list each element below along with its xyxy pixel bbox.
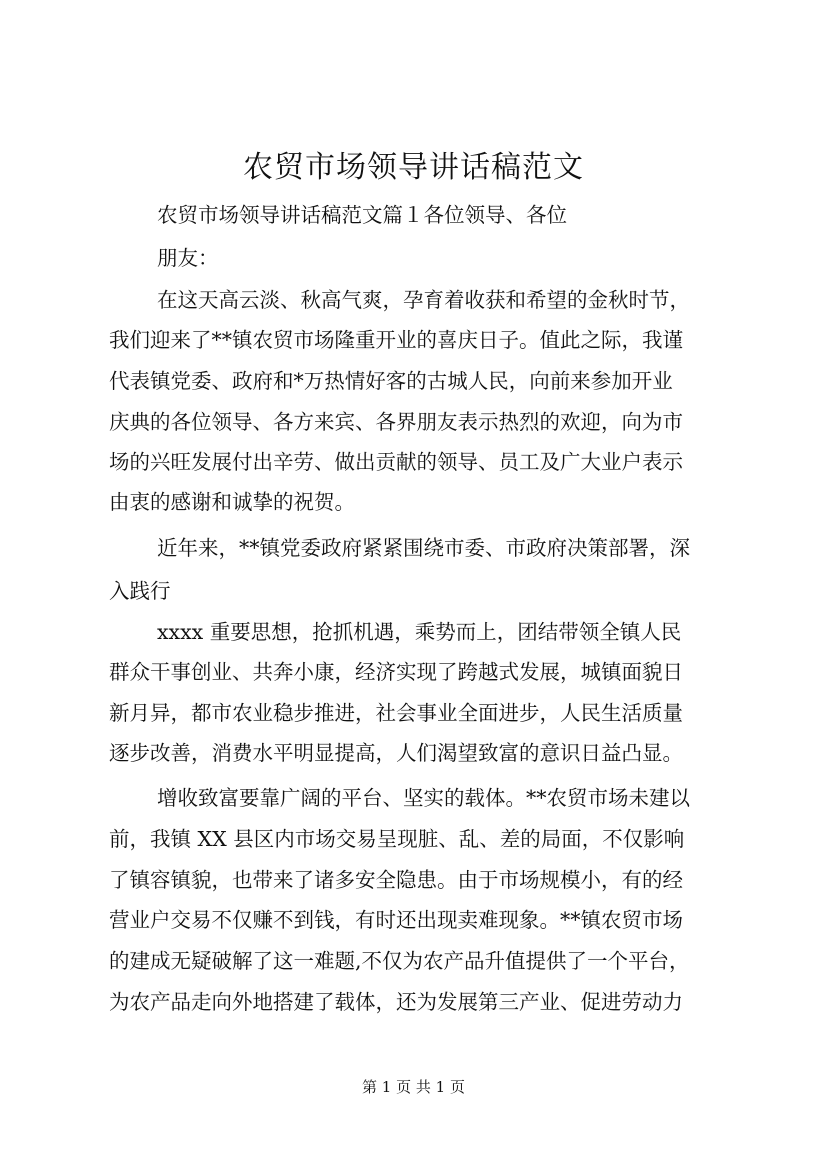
body-line: xxxx 重要思想，抢抓机遇，乘势而上，团结带领全镇人民 xyxy=(157,620,682,644)
body-line: 群众干事创业、共奔小康，经济实现了跨越式发展，城镇面貌日 xyxy=(109,660,683,684)
body-line: 由衷的感谢和诚挚的祝贺。 xyxy=(109,490,355,514)
body-line: 庆典的各位领导、各方来宾、各界朋友表示热烈的欢迎，向为市 xyxy=(109,410,683,434)
body-line: 近年来，**镇党委政府紧紧围绕市委、市政府决策部署，深 xyxy=(157,536,690,560)
page-footer: 第 1 页 共 1 页 xyxy=(362,1078,465,1096)
body-line: 朋友： xyxy=(157,246,219,270)
body-line: 我们迎来了**镇农贸市场隆重开业的喜庆日子。值此之际，我谨 xyxy=(109,328,683,352)
body-line: 营业户交易不仅赚不到钱，有时还出现卖难现象。**镇农贸市场 xyxy=(109,908,683,932)
body-line: 为农产品走向外地搭建了载体，还为发展第三产业、促进劳动力 xyxy=(109,990,683,1014)
body-line: 增收致富要靠广阔的平台、坚实的载体。**农贸市场未建以 xyxy=(157,786,690,810)
body-line: 在这天高云淡、秋高气爽，孕育着收获和希望的金秋时节， xyxy=(157,288,690,312)
body-line: 新月异，都市农业稳步推进，社会事业全面进步，人民生活质量 xyxy=(109,701,683,725)
body-line: 前，我镇 XX 县区内市场交易呈现脏、乱、差的局面，不仅影响 xyxy=(109,827,685,851)
body-line: 农贸市场领导讲话稿范文篇１各位领导、各位 xyxy=(157,203,567,227)
body-line: 的建成无疑破解了这一难题,不仅为农产品升值提供了一个平台， xyxy=(109,949,690,973)
page-title: 农贸市场领导讲话稿范文 xyxy=(243,150,584,185)
body-line: 入践行 xyxy=(109,579,171,603)
body-line: 逐步改善，消费水平明显提高，人们渴望致富的意识日益凸显。 xyxy=(109,741,683,765)
body-line: 场的兴旺发展付出辛劳、做出贡献的领导、员工及广大业户表示 xyxy=(109,450,683,474)
body-line: 代表镇党委、政府和*万热情好客的古城人民，向前来参加开业 xyxy=(109,369,673,393)
body-line: 了镇容镇貌，也带来了诸多安全隐患。由于市场规模小，有的经 xyxy=(109,868,683,892)
